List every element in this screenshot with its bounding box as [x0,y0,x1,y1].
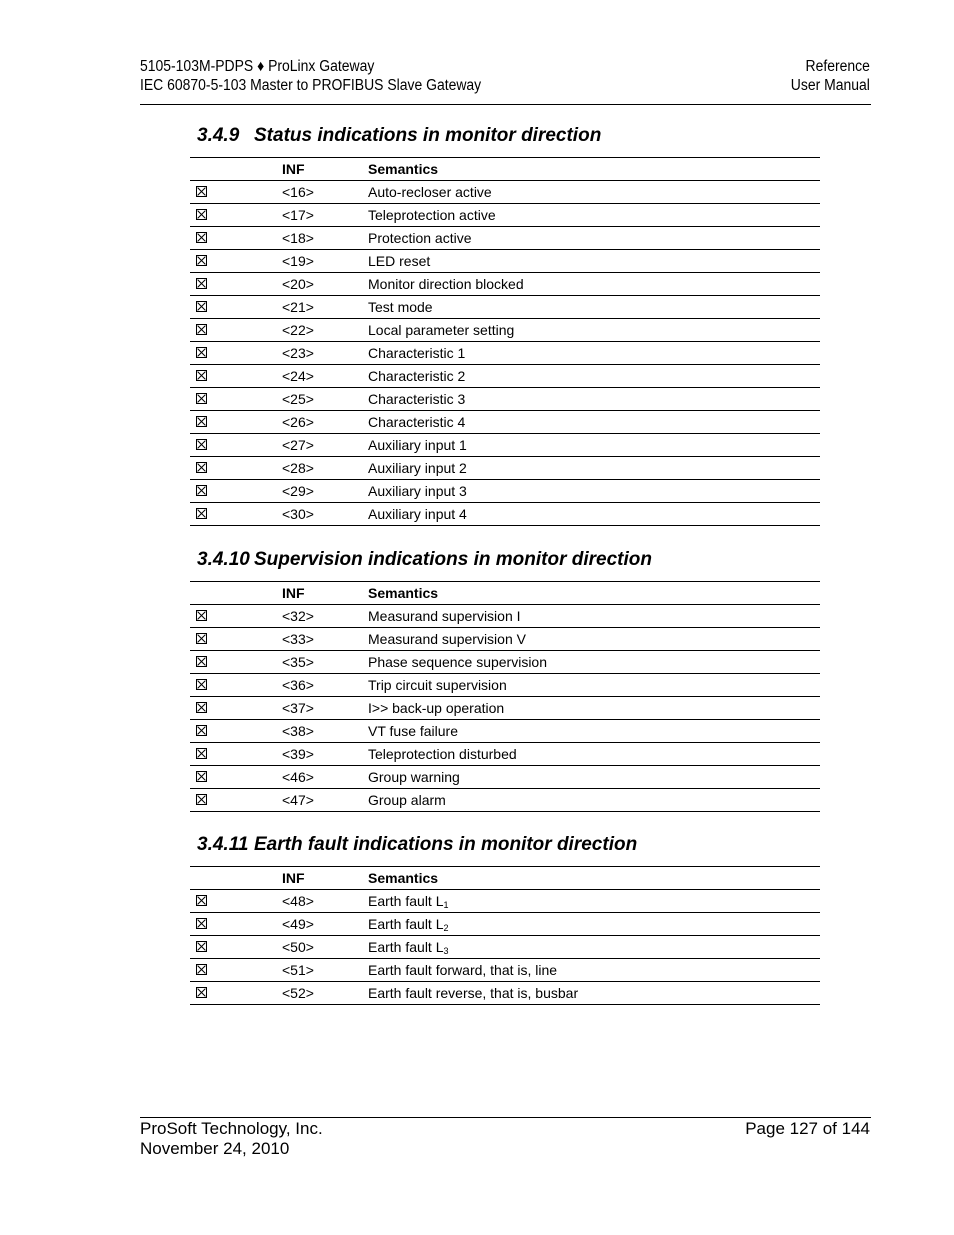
inf-cell: <51> [282,959,368,982]
semantics-text: Characteristic 3 [368,391,466,407]
checked-box-icon [196,255,207,266]
inf-cell: <52> [282,982,368,1005]
semantics-text: Earth fault L [368,893,444,909]
inf-cell: <48> [282,890,368,913]
semantics-text: Auxiliary input 1 [368,437,467,453]
semantics-text: Characteristic 2 [368,368,466,384]
table-row [190,674,820,697]
semantics-text: Measurand supervision V [368,631,526,647]
inf-cell: <21> [282,296,368,319]
inf-cell: <37> [282,697,368,720]
section-number: 3.4.10 [197,549,250,570]
checkbox-cell [190,982,282,1005]
checked-box-icon [196,301,207,312]
section-heading [190,548,820,572]
header-manual: User Manual [790,77,870,94]
checkbox-cell [190,204,282,227]
checkbox-cell [190,480,282,503]
table-row [190,434,820,457]
semantics-text: LED reset [368,253,431,269]
checkbox-cell [190,605,282,628]
checked-box-icon [196,771,207,782]
checkbox-cell [190,250,282,273]
inf-cell: <16> [282,181,368,204]
semantics-cell [368,913,820,936]
table-row [190,388,820,411]
table-row [190,342,820,365]
table-row [190,319,820,342]
inf-cell: <38> [282,720,368,743]
semantics-text: Earth fault L [368,916,444,932]
checkbox-cell [190,434,282,457]
checkbox-cell [190,959,282,982]
table-row [190,605,820,628]
semantics-text: Earth fault reverse, that is, busbar [368,985,579,1001]
table-row [190,181,820,204]
semantics-text: Earth fault L [368,939,444,955]
section-number: 3.4.11 [197,834,249,855]
checkbox-cell [190,342,282,365]
phase-subscript: 2 [443,923,449,933]
inf-cell: <49> [282,913,368,936]
inf-column-header: INF [282,582,368,605]
semantics-text: VT fuse failure [368,723,459,739]
inf-cell: <50> [282,936,368,959]
phase-subscript: 3 [443,946,449,956]
checkbox-cell [190,388,282,411]
section-earth-fault-indications [190,833,820,1005]
inf-cell: <39> [282,743,368,766]
inf-cell: <18> [282,227,368,250]
table-row [190,204,820,227]
inf-column-header: INF [282,158,368,181]
semantics-cell [368,697,820,720]
semantics-cell [368,651,820,674]
header-reference: Reference [805,58,870,75]
inf-cell: <23> [282,342,368,365]
semantics-cell [368,342,820,365]
semantics-cell [368,365,820,388]
semantics-cell [368,411,820,434]
table-row [190,959,820,982]
section-heading [190,124,820,148]
inf-cell: <27> [282,434,368,457]
checked-box-icon [196,725,207,736]
semantics-column-header: Semantics [368,158,820,181]
semantics-cell [368,227,820,250]
checkbox-cell [190,890,282,913]
semantics-cell [368,181,820,204]
semantics-cell [368,936,820,959]
section-status-indications [190,124,820,526]
page-header-right [791,57,870,95]
checked-box-icon [196,656,207,667]
checkbox-cell [190,319,282,342]
checked-box-icon [196,393,207,404]
section-number: 3.4.9 [197,125,240,146]
section-supervision-indications [190,548,820,812]
semantics-text: Characteristic 4 [368,414,466,430]
inf-cell: <28> [282,457,368,480]
semantics-cell [368,720,820,743]
checkbox-cell [190,227,282,250]
checkbox-cell [190,913,282,936]
checked-box-icon [196,610,207,621]
checkbox-cell [190,697,282,720]
table-row [190,250,820,273]
checked-box-icon [196,209,207,220]
semantics-cell [368,789,820,812]
checked-box-icon [196,679,207,690]
semantics-cell [368,890,820,913]
footer-date: November 24, 2010 [140,1139,290,1158]
table-row [190,296,820,319]
semantics-cell [368,982,820,1005]
checked-box-icon [196,964,207,975]
semantics-cell [368,959,820,982]
table-row [190,365,820,388]
checkbox-cell [190,365,282,388]
checked-box-icon [196,370,207,381]
table-row [190,697,820,720]
table-row [190,480,820,503]
checked-box-icon [196,794,207,805]
table-row [190,743,820,766]
semantics-text: Auxiliary input 3 [368,483,467,499]
page-footer-right [745,1119,870,1139]
checked-box-icon [196,895,207,906]
inf-cell: <17> [282,204,368,227]
table-row [190,720,820,743]
checked-box-icon [196,462,207,473]
checkbox-column-header [190,867,282,890]
table-row [190,227,820,250]
footer-divider [140,1117,871,1118]
semantics-text: Measurand supervision I [368,608,521,624]
earth-fault-indications-table [190,866,820,1005]
footer-company: ProSoft Technology, Inc. [140,1119,323,1138]
checkbox-cell [190,651,282,674]
semantics-text: Earth fault forward, that is, line [368,962,558,978]
section-heading [190,833,820,857]
checked-box-icon [196,416,207,427]
table-row [190,890,820,913]
semantics-cell [368,296,820,319]
semantics-cell [368,434,820,457]
checked-box-icon [196,485,207,496]
checkbox-cell [190,766,282,789]
header-description: IEC 60870-5-103 Master to PROFIBUS Slave Gateway [140,77,482,94]
table-row [190,457,820,480]
semantics-text: Local parameter setting [368,322,515,338]
semantics-text: Monitor direction blocked [368,276,524,292]
checked-box-icon [196,918,207,929]
page-header-left [140,57,481,95]
inf-cell: <35> [282,651,368,674]
table-row [190,982,820,1005]
semantics-column-header: Semantics [368,867,820,890]
table-row [190,651,820,674]
checked-box-icon [196,987,207,998]
checkbox-cell [190,789,282,812]
checked-box-icon [196,941,207,952]
section-title: Status indications in monitor direction [254,125,602,146]
semantics-text: Auxiliary input 4 [368,506,467,522]
checkbox-cell [190,743,282,766]
table-row [190,411,820,434]
checked-box-icon [196,702,207,713]
inf-cell: <47> [282,789,368,812]
semantics-cell [368,628,820,651]
checkbox-cell [190,411,282,434]
section-title: Earth fault indications in monitor direction [254,834,638,855]
table-row [190,628,820,651]
checked-box-icon [196,347,207,358]
semantics-cell [368,204,820,227]
semantics-column-header: Semantics [368,582,820,605]
semantics-cell [368,250,820,273]
semantics-cell [368,457,820,480]
table-row [190,936,820,959]
checked-box-icon [196,633,207,644]
semantics-cell [368,743,820,766]
page-number: Page 127 of 144 [745,1119,870,1138]
checked-box-icon [196,439,207,450]
semantics-text: Teleprotection disturbed [368,746,517,762]
semantics-cell [368,605,820,628]
table-row [190,273,820,296]
table-row [190,789,820,812]
checkbox-cell [190,936,282,959]
inf-cell: <24> [282,365,368,388]
inf-cell: <32> [282,605,368,628]
checked-box-icon [196,324,207,335]
page-footer-left [140,1119,323,1159]
inf-cell: <33> [282,628,368,651]
inf-cell: <20> [282,273,368,296]
inf-cell: <46> [282,766,368,789]
semantics-cell [368,674,820,697]
section-title: Supervision indications in monitor direction [254,549,652,570]
checked-box-icon [196,186,207,197]
semantics-text: Auto-recloser active [368,184,492,200]
checkbox-cell [190,503,282,526]
semantics-cell [368,503,820,526]
checkbox-cell [190,674,282,697]
header-divider [140,104,871,105]
semantics-text: Trip circuit supervision [368,677,507,693]
semantics-text: Characteristic 1 [368,345,466,361]
semantics-text: Protection active [368,230,472,246]
inf-cell: <29> [282,480,368,503]
checkbox-cell [190,296,282,319]
semantics-cell [368,388,820,411]
checkbox-cell [190,181,282,204]
table-row [190,503,820,526]
checkbox-column-header [190,158,282,181]
inf-column-header: INF [282,867,368,890]
inf-cell: <36> [282,674,368,697]
inf-cell: <19> [282,250,368,273]
header-product: 5105-103M-PDPS ♦ ProLinx Gateway [140,58,375,75]
inf-cell: <22> [282,319,368,342]
inf-cell: <26> [282,411,368,434]
semantics-text: I>> back-up operation [368,700,505,716]
semantics-cell [368,766,820,789]
semantics-text: Phase sequence supervision [368,654,548,670]
semantics-cell [368,480,820,503]
checkbox-cell [190,628,282,651]
checkbox-cell [190,273,282,296]
table-row [190,766,820,789]
semantics-text: Teleprotection active [368,207,496,223]
checked-box-icon [196,508,207,519]
status-indications-table [190,157,820,526]
table-row [190,913,820,936]
checkbox-cell [190,457,282,480]
supervision-indications-table [190,581,820,812]
checkbox-column-header [190,582,282,605]
semantics-text: Test mode [368,299,433,315]
semantics-cell [368,319,820,342]
semantics-text: Auxiliary input 2 [368,460,467,476]
semantics-text: Group warning [368,769,460,785]
semantics-cell [368,273,820,296]
inf-cell: <30> [282,503,368,526]
checkbox-cell [190,720,282,743]
inf-cell: <25> [282,388,368,411]
semantics-text: Group alarm [368,792,446,808]
checked-box-icon [196,232,207,243]
checked-box-icon [196,748,207,759]
phase-subscript: 1 [443,900,449,910]
checked-box-icon [196,278,207,289]
